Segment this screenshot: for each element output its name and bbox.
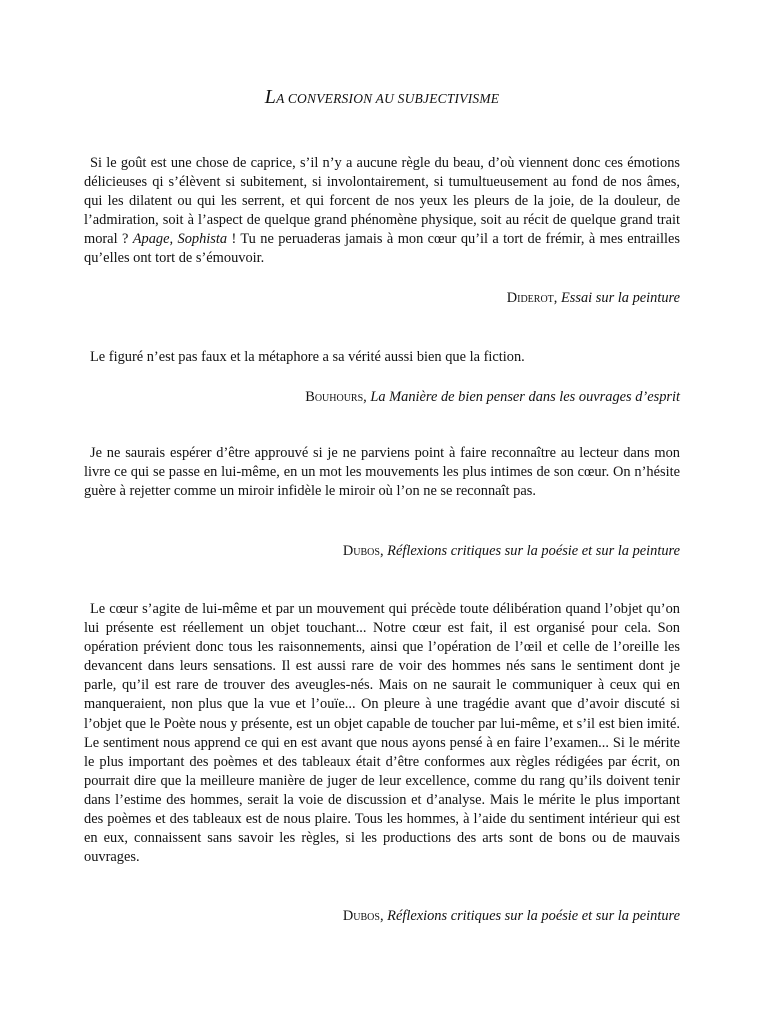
quote-paragraph [84, 444, 680, 501]
quote-paragraph [84, 600, 680, 867]
attribution-author: Dubos [342, 543, 380, 559]
attribution-work: Réflexions critiques sur la poésie et sur la peinture [387, 543, 680, 559]
quote-attribution: Dubos, Réflexions critiques sur la poésie et sur la peinture [342, 543, 680, 559]
quote-attribution: Diderot, Essai sur la peinture [506, 290, 680, 306]
quote-text: Je ne saurais espérer d’être approuvé si je ne parviens point à faire reconnaître au lecteur dans mon livre ce qui se passe en lui-même, en un mot les mouvements les plus intimes de son cœur. On n’hésite guère à rejetter comme un miroir infidèle le miroir où l’on ne se reconnaît pas. [84, 445, 680, 500]
quote-text: Si le goût est une chose de caprice, s’il n’y a aucune règle du beau, d’où viennent donc ces émotions délicieuses qi s’élèvent si subitement, si involontairement, si tumultueusement au fond de nos âmes, qui les dilatent ou qui les serrent, et qui forcent de nos yeux les pleurs de la joie, de la douleur, de l’admiration, soit à l’aspect de quelque grand phénomène physique, soit au récit de quelque grand trait moral ? [84, 155, 680, 248]
quote-text: Le cœur s’agite de lui-même et par un mouvement qui précède toute délibération quand l’objet qu’on lui présente est réellement un objet touchant... Notre cœur est fait, il est organisé pour cela. Son opération prévient donc tous les raisonnements, ainsi que l’opération de l’œil et celle de l’oreille les devancent dans leurs sensations. Il est aussi rare de voir des hommes nés sans le sentiment dont je parle, qu’il est rare de trouver des aveugles-nés. Mais on ne saurait le communiquer à ceux qui en manqueraient, non plus que la vue et l’ouïe... On pleure à une tragédie avant que d’avoir discuté si l’objet que le Poète nous y présente, est un objet capable de toucher par lui-même, et s’il est bien imité. Le sentiment nous apprend ce qui en est avant que nous ayons pensé à en faire l’examen... Si le mérite le plus important des poèmes et des tableaux était d’être conformes aux règles rédigées par écrit, on pourrait dire que la meilleure manière de juger de leur excellence, comme du rang qu’ils doivent tenir dans l’estime des hommes, serait la voie de discussion et d’analyse. Mais le mérite le plus important des poèmes et des tableaux est de nous plaire. Tous les hommes, à l’aide du sentiment intérieur qui est en eux, connaissent sans savoir les règles, si les productions des arts sont de bons ou de mauvais ouvrages. [84, 601, 680, 866]
quote-italic-phrase: Apage, Sophista [132, 231, 228, 248]
document-page [84, 0, 680, 1024]
quote-text: ! Tu ne peruaderas jamais à mon cœur qu’il a tort de frémir, à mes entrailles qu’elles ont tort de s’émouvoir. [84, 231, 680, 267]
attribution-author: Diderot [506, 290, 554, 306]
page-title [84, 86, 680, 109]
attribution-author: Dubos [342, 908, 380, 924]
title-initial: L [264, 86, 277, 108]
attribution-author: Bouhours [305, 389, 364, 405]
attribution-work: La Manière de bien penser dans les ouvrages d’esprit [370, 389, 680, 405]
quote-attribution: Bouhours, La Manière de bien penser dans les ouvrages d’esprit [305, 389, 680, 405]
attribution-work: Essai sur la peinture [561, 290, 680, 306]
attribution-work: Réflexions critiques sur la poésie et sur la peinture [387, 908, 680, 924]
title-rest: A CONVERSION AU SUBJECTIVISME [276, 91, 500, 106]
quote-attribution: Dubos, Réflexions critiques sur la poésie et sur la peinture [342, 908, 680, 924]
quote-paragraph [84, 154, 680, 269]
quote-paragraph [84, 348, 680, 367]
quote-text: Le figuré n’est pas faux et la métaphore a sa vérité aussi bien que la fiction. [90, 349, 525, 365]
